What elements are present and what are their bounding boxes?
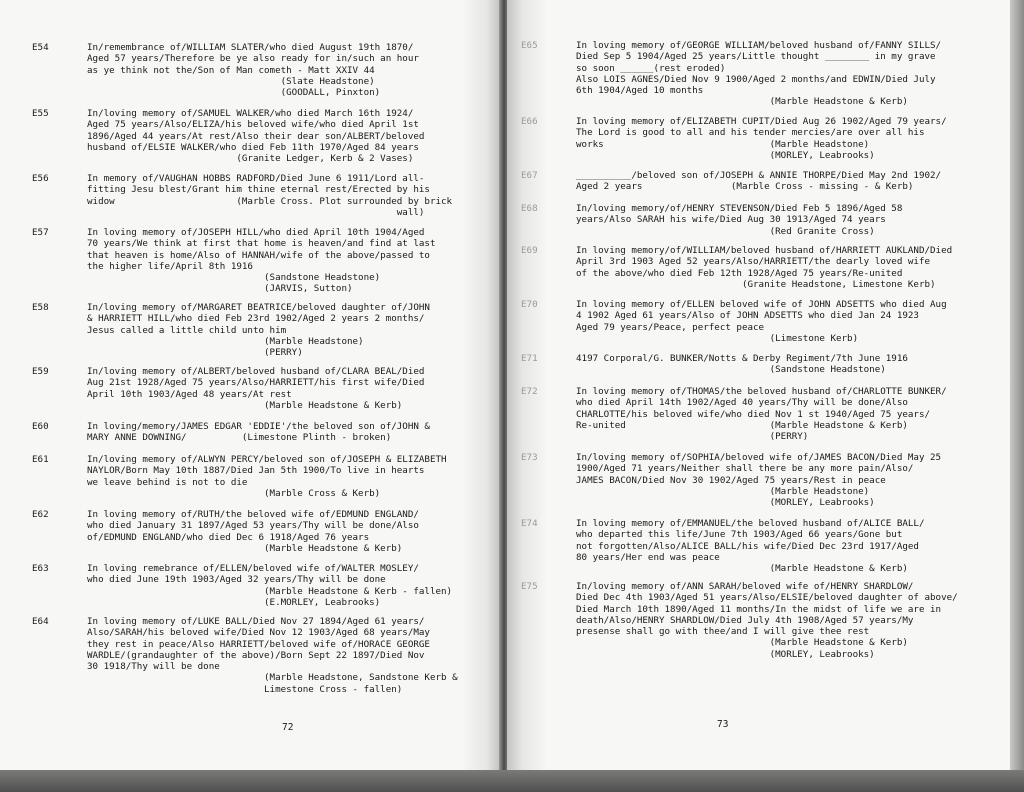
entry-line: (Marble Headstone & Kerb) bbox=[576, 563, 908, 575]
entry-line: (JARVIS, Sutton) bbox=[87, 283, 353, 295]
entry-text bbox=[576, 452, 941, 508]
entry-line: (PERRY) bbox=[87, 347, 303, 359]
entry-text bbox=[87, 108, 424, 164]
entry-line: In/loving memory of/SAMUEL WALKER/who died March 16th 1924/ bbox=[87, 108, 414, 119]
entry-line: In/loving memory of/ALBERT/beloved husband of/CLARA BEAL/Died bbox=[87, 366, 425, 377]
entry-line: widow (Marble Cross. Plot surrounded by brick bbox=[87, 195, 453, 207]
left-page bbox=[0, 0, 502, 770]
entry-line: In loving memory/of/WILLIAM/beloved husband of/HARRIETT AUKLAND/Died bbox=[576, 245, 953, 256]
entry-line: Aged 75 years/Also/ELIZA/his beloved wife/who died April 1st bbox=[87, 119, 419, 131]
entry-line: Aged 2 years (Marble Cross - missing - & Kerb) bbox=[576, 181, 914, 193]
entry-line: who died April 14th 1902/Aged 40 years/Thy will be done/Also bbox=[576, 397, 908, 409]
entry-line: In loving memory of/RUTH/the beloved wife of/EDMUND ENGLAND/ bbox=[87, 509, 419, 520]
entry-text bbox=[576, 299, 947, 344]
page-edge-bottom bbox=[0, 770, 1024, 792]
entry-line: Limestone Cross - fallen) bbox=[87, 683, 403, 695]
entry-line: CHARLOTTE/his beloved wife/who died Nov 1 st 1940/Aged 75 years/ bbox=[576, 408, 931, 420]
entry-line: (E.MORLEY, Leabrooks) bbox=[87, 596, 381, 608]
entry-number: E62 bbox=[32, 509, 49, 520]
entry-number: E61 bbox=[32, 454, 49, 465]
entry-line: 1896/Aged 44 years/At rest/Also their dear son/ALBERT/beloved bbox=[87, 130, 425, 142]
entry-line: Aug 21st 1928/Aged 75 years/Also/HARRIETT/his first wife/Died bbox=[87, 377, 425, 389]
entry-number: E59 bbox=[32, 366, 49, 377]
entry-line: husband of/ELSIE WALKER/who died Feb 11th 1970/Aged 84 years bbox=[87, 141, 419, 153]
entry-line: (Limestone Kerb) bbox=[576, 332, 859, 344]
entry-line: In/loving memory of/ANN SARAH/beloved wife of/HENRY SHARDLOW/ bbox=[576, 581, 914, 592]
entry-line: Died Dec 4th 1903/Aged 51 years/Also/ELSIE/beloved daughter of above/ bbox=[576, 592, 958, 604]
entry-line: In loving memory of/ELIZABETH CUPIT/Died Aug 26 1902/Aged 79 years/ bbox=[576, 116, 947, 127]
entry-line: we leave behind is not to die bbox=[87, 476, 248, 488]
entry-line: & HARRIETT HILL/who died Feb 23rd 1902/Aged 2 years 2 months/ bbox=[87, 313, 425, 325]
entry-number: E67 bbox=[521, 170, 538, 181]
entry-text bbox=[576, 203, 902, 237]
entry-line: (Red Granite Cross) bbox=[576, 225, 875, 237]
entry-line: In loving/memory/JAMES EDGAR 'EDDIE'/the beloved son of/JOHN & bbox=[87, 421, 430, 432]
page-edge-right bbox=[1010, 0, 1024, 792]
entry-number: E71 bbox=[521, 353, 538, 364]
entry-line: In/remembrance of/WILLIAM SLATER/who died August 19th 1870/ bbox=[87, 42, 414, 53]
entry-line: of/EDMUND ENGLAND/who died Dec 6 1918/Aged 76 years bbox=[87, 531, 370, 543]
entry-line: In loving remebrance of/ELLEN/beloved wife of/WALTER MOSLEY/ bbox=[87, 563, 419, 574]
entry-number: E60 bbox=[32, 421, 49, 432]
page-number-right: 73 bbox=[717, 719, 729, 730]
entry-line: of the above/who died Feb 12th 1928/Aged 75 years/Re-united bbox=[576, 267, 903, 279]
entry-text bbox=[576, 245, 952, 290]
entry-line: (PERRY) bbox=[576, 431, 809, 443]
entry-line: Died March 10th 1890/Aged 11 months/In the midst of life we are in bbox=[576, 603, 942, 615]
right-page bbox=[507, 0, 1010, 770]
entry-line: April 3rd 1903 Aged 52 years/Also/HARRIETT/the dearly loved wife bbox=[576, 256, 931, 268]
entry-line: (Marble Headstone & Kerb) bbox=[87, 399, 403, 411]
entry-number: E70 bbox=[521, 299, 538, 310]
entry-line: In loving memory of/LUKE BALL/Died Nov 27 1894/Aged 61 years/ bbox=[87, 616, 425, 627]
entry-line: (MORLEY, Leabrooks) bbox=[576, 497, 875, 509]
entry-line: (Slate Headstone) bbox=[87, 75, 375, 87]
entry-line: 4197 Corporal/G. BUNKER/Notts & Derby Regiment/7th June 1916 bbox=[576, 353, 908, 364]
page-number-left: 72 bbox=[282, 722, 294, 733]
entry-text bbox=[87, 454, 447, 499]
entry-line: WARDLE/(grandaughter of the above)/Born Sept 22 1897/Died Nov bbox=[87, 649, 425, 661]
entry-line: so soon ______(rest eroded) bbox=[576, 62, 726, 74]
entry-line: (MORLEY, Leabrooks) bbox=[576, 648, 875, 660]
entry-line: (Granite Headstone, Limestone Kerb) bbox=[576, 278, 936, 290]
entry-line: In loving memory of/THOMAS/the beloved husband of/CHARLOTTE BUNKER/ bbox=[576, 386, 947, 397]
entry-text bbox=[576, 518, 924, 574]
entry-line: In loving memory of/JOSEPH HILL/who died April 10th 1904/Aged bbox=[87, 227, 425, 238]
entry-line: years/Also SARAH his wife/Died Aug 30 1913/Aged 74 years bbox=[576, 214, 886, 226]
entry-line: Died Sep 5 1904/Aged 25 years/Little thought ________ in my grave bbox=[576, 51, 936, 63]
entry-line: Aged 79 years/Peace, perfect peace bbox=[576, 321, 765, 333]
entry-text bbox=[87, 173, 452, 218]
entry-line: (Marble Cross & Kerb) bbox=[87, 487, 381, 499]
entry-line: (Marble Headstone & Kerb) bbox=[576, 637, 908, 649]
entry-line: that heaven is home/Also of HANNAH/wife of the above/passed to bbox=[87, 249, 430, 261]
entry-line: not forgotten/Also/ALICE BALL/his wife/Died Dec 23rd 1917/Aged bbox=[576, 540, 919, 552]
entry-number: E56 bbox=[32, 173, 49, 184]
entry-line: In/loving memory of/MARGARET BEATRICE/beloved daughter of/JOHN bbox=[87, 302, 430, 313]
entry-number: E74 bbox=[521, 518, 538, 529]
entry-number: E72 bbox=[521, 386, 538, 397]
entry-text bbox=[87, 563, 452, 608]
entry-text bbox=[87, 302, 430, 358]
entry-line: (MORLEY, Leabrooks) bbox=[576, 149, 875, 161]
entry-line: (Sandstone Headstone) bbox=[576, 364, 886, 376]
entry-number: E57 bbox=[32, 227, 49, 238]
entry-number: E54 bbox=[32, 42, 49, 53]
entry-line: they rest in peace/Also HARRIETT/beloved wife of/HORACE GEORGE bbox=[87, 638, 430, 650]
entry-text bbox=[87, 42, 419, 98]
entry-line: (GOODALL, Pinxton) bbox=[87, 87, 381, 99]
entry-line: (Sandstone Headstone) bbox=[87, 272, 381, 284]
entry-line: who departed this life/June 7th 1903/Aged 66 years/Gone but bbox=[576, 529, 903, 541]
entry-text bbox=[576, 386, 947, 442]
entry-line: NAYLOR/Born May 10th 1887/Died Jan 5th 1900/To live in hearts bbox=[87, 465, 425, 477]
entry-line: who died January 31 1897/Aged 53 years/Thy will be done/Also bbox=[87, 520, 419, 532]
entry-line: (Marble Headstone & Kerb - fallen) bbox=[87, 585, 453, 597]
entry-text bbox=[576, 170, 941, 193]
entry-line: 1900/Aged 71 years/Neither shall there be any more pain/Also/ bbox=[576, 463, 914, 475]
entry-line: who died June 19th 1903/Aged 32 years/Thy will be done bbox=[87, 574, 386, 586]
entry-text bbox=[87, 366, 424, 411]
entry-line: Jesus called a little child unto him bbox=[87, 324, 287, 336]
entry-line: Also/SARAH/his beloved wife/Died Nov 12 1903/Aged 68 years/May bbox=[87, 627, 430, 639]
entry-line: the higher life/April 8th 1916 bbox=[87, 260, 253, 272]
entry-line: In/loving memory/of/HENRY STEVENSON/Died Feb 5 1896/Aged 58 bbox=[576, 203, 903, 214]
entry-line: wall) bbox=[87, 206, 425, 218]
entry-text bbox=[87, 509, 419, 554]
entry-line: JAMES BACON/Died Nov 30 1902/Aged 75 years/Rest in peace bbox=[576, 474, 886, 486]
entry-line: The Lord is good to all and his tender mercies/are over all his bbox=[576, 127, 925, 139]
entry-text bbox=[576, 581, 958, 660]
entry-number: E73 bbox=[521, 452, 538, 463]
entry-number: E58 bbox=[32, 302, 49, 313]
entry-line: 80 years/Her end was peace bbox=[576, 551, 720, 563]
entry-line: 6th 1904/Aged 10 months bbox=[576, 85, 704, 97]
entry-text bbox=[576, 40, 941, 108]
entry-number: E66 bbox=[521, 116, 538, 127]
entry-line: April 10th 1903/Aged 48 years/At rest bbox=[87, 388, 292, 400]
entry-line: (Granite Ledger, Kerb & 2 Vases) bbox=[87, 153, 414, 165]
entry-number: E64 bbox=[32, 616, 49, 627]
entry-number: E65 bbox=[521, 40, 538, 51]
entry-text bbox=[87, 227, 435, 295]
entry-line: (Marble Headstone) bbox=[87, 335, 364, 347]
entry-number: E69 bbox=[521, 245, 538, 256]
entry-text bbox=[576, 116, 947, 161]
entry-line: death/Also/HENRY SHARDLOW/Died July 4th 1908/Aged 57 years/My bbox=[576, 614, 914, 626]
entry-line: In loving memory of/GEORGE WILLIAM/beloved husband of/FANNY SILLS/ bbox=[576, 40, 942, 51]
entry-line: 30 1918/Thy will be done bbox=[87, 661, 220, 673]
entry-line: __________/beloved son of/JOSEPH & ANNIE THORPE/Died May 2nd 1902/ bbox=[576, 170, 942, 181]
entry-line: In loving memory of/ELLEN beloved wife of JOHN ADSETTS who died Aug bbox=[576, 299, 947, 310]
entry-line: presense shall go with thee/and I will give thee rest bbox=[576, 626, 870, 638]
entry-text bbox=[576, 353, 908, 376]
entry-text bbox=[87, 421, 430, 444]
entry-line: (Marble Headstone, Sandstone Kerb & bbox=[87, 672, 458, 684]
entry-line: Also LOIS AGNES/Died Nov 9 1900/Aged 2 months/and EDWIN/Died July bbox=[576, 73, 936, 85]
entry-line: (Marble Headstone & Kerb) bbox=[576, 96, 908, 108]
entry-line: Re-united (Marble Headstone & Kerb) bbox=[576, 419, 908, 431]
entry-text bbox=[87, 616, 458, 695]
entry-line: In loving memory of/EMMANUEL/the beloved husband of/ALICE BALL/ bbox=[576, 518, 925, 529]
entry-line: Aged 57 years/Therefore be ye also ready for in/such an hour bbox=[87, 53, 419, 65]
entry-line: as ye think not the/Son of Man cometh - Matt XXIV 44 bbox=[87, 64, 375, 76]
entry-line: works (Marble Headstone) bbox=[576, 138, 870, 150]
entry-line: In/loving memory of/SOPHIA/beloved wife of/JAMES BACON/Died May 25 bbox=[576, 452, 942, 463]
entry-number: E55 bbox=[32, 108, 49, 119]
entry-number: E75 bbox=[521, 581, 538, 592]
entry-line: 70 years/We think at first that home is heaven/and find at last bbox=[87, 238, 436, 250]
entry-line: In/loving memory of/ALWYN PERCY/beloved son of/JOSEPH & ELIZABETH bbox=[87, 454, 447, 465]
entry-line: (Marble Headstone) bbox=[576, 485, 870, 497]
entry-number: E68 bbox=[521, 203, 538, 214]
entry-line: fitting Jesu blest/Grant him thine eternal rest/Erected by his bbox=[87, 184, 430, 196]
entry-line: 4 1902 Aged 61 years/Also of JOHN ADSETTS who died Jan 24 1923 bbox=[576, 310, 919, 322]
entry-line: MARY ANNE DOWNING/ (Limestone Plinth - broken) bbox=[87, 432, 392, 444]
entry-line: (Marble Headstone & Kerb) bbox=[87, 542, 403, 554]
entry-number: E63 bbox=[32, 563, 49, 574]
entry-line: In memory of/VAUGHAN HOBBS RADFORD/Died June 6 1911/Lord all- bbox=[87, 173, 425, 184]
